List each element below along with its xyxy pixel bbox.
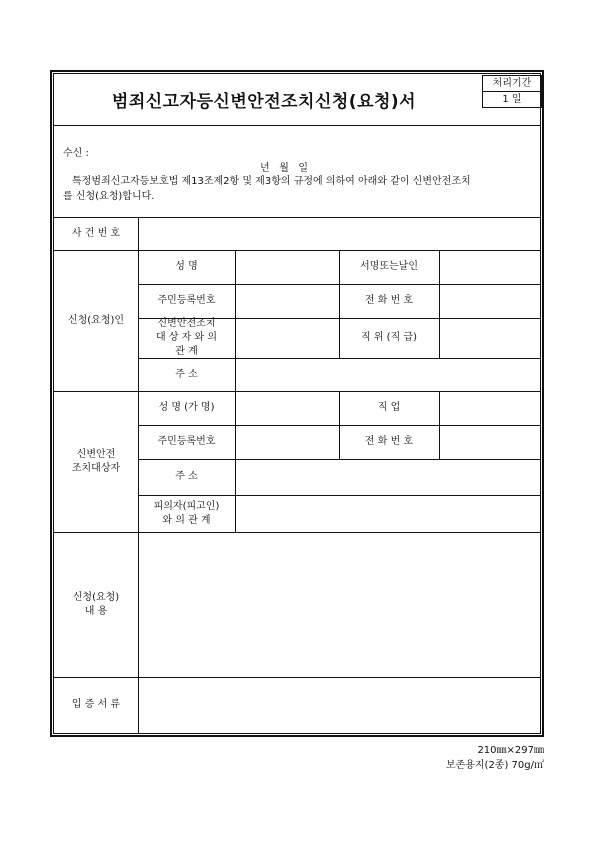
request-content-line2: 내 용 [84, 605, 108, 617]
target-section-label [54, 391, 138, 532]
applicant-phone-field[interactable] [440, 285, 540, 318]
applicant-resident-no-label: 주민등록번호 [157, 295, 216, 306]
target-address-field[interactable] [236, 460, 540, 495]
form-table [54, 217, 540, 733]
applicant-address-label: 주 소 [175, 368, 198, 380]
target-phone-field[interactable] [440, 426, 540, 459]
applicant-name-field[interactable] [236, 251, 339, 284]
evidence-label: 입 증 서 류 [71, 699, 121, 710]
signature-field[interactable] [440, 251, 540, 284]
target-section-line1: 신변안전 [76, 448, 116, 460]
signature-label: 서명또는날인 [360, 261, 418, 272]
processing-period-value: 1 일 [502, 94, 522, 105]
statement-line-2: 를 신청(요청)합니다. [63, 191, 155, 202]
target-occupation-field[interactable] [440, 392, 540, 425]
applicant-position-label: 직 위 (직 급) [361, 332, 417, 343]
request-content-label [54, 532, 138, 677]
evidence-field[interactable] [139, 678, 539, 733]
target-section-line2: 조치대상자 [71, 462, 121, 474]
relation-label-line3: 관 계 [175, 346, 198, 357]
applicant-phone-label: 전 화 번 호 [364, 295, 414, 306]
applicant-resident-no-field[interactable] [236, 285, 339, 318]
date-line: 년 월 일 [260, 163, 309, 174]
relation-label-line2: 대 상 자 와 의 [155, 332, 217, 343]
suspect-relation-line2: 와 의 관 계 [162, 514, 211, 526]
target-resident-no-field[interactable] [236, 426, 339, 459]
request-content-line1: 신청(요청) [72, 591, 120, 603]
case-number-label: 사 건 번 호 [71, 227, 121, 239]
applicant-section-label: 신청(요청)인 [67, 314, 125, 326]
processing-period-box [482, 75, 542, 108]
applicant-relation-field[interactable] [236, 319, 339, 358]
target-resident-no-label: 주민등록번호 [157, 436, 216, 447]
target-occupation-label: 직 업 [377, 402, 401, 413]
applicant-address-field[interactable] [236, 359, 540, 391]
applicant-relation-label [138, 318, 235, 358]
relation-label-line1: 신변안전조치 [157, 318, 216, 329]
header-divider [54, 125, 540, 126]
target-name-label: 성 명 (가 명) [158, 402, 215, 413]
request-content-field[interactable] [139, 533, 539, 677]
recipient-label: 수신 : [63, 148, 89, 159]
suspect-relation-field[interactable] [236, 496, 540, 532]
suspect-relation-line1: 피의자(피고인) [153, 500, 220, 512]
target-address-label: 주 소 [175, 471, 198, 482]
statement-line-1: 특정범죄신고자등보호법 제13조제2항 및 제3항의 규정에 의하여 아래와 같이 신변안전조치 [72, 176, 471, 187]
case-number-field[interactable] [139, 218, 539, 250]
processing-period-label: 처리기간 [483, 76, 541, 92]
paper-spec: 보존용지(2종) 70g/㎡ [445, 760, 544, 771]
suspect-relation-label [138, 495, 235, 532]
target-phone-label: 전 화 번 호 [364, 436, 414, 447]
applicant-position-field[interactable] [440, 319, 540, 358]
target-name-field[interactable] [236, 392, 339, 425]
applicant-name-label: 성 명 [175, 261, 198, 272]
form-title: 범죄신고자등신변안전조치신청(요청)서 [111, 92, 417, 112]
paper-size: 210㎜×297㎜ [477, 745, 544, 756]
